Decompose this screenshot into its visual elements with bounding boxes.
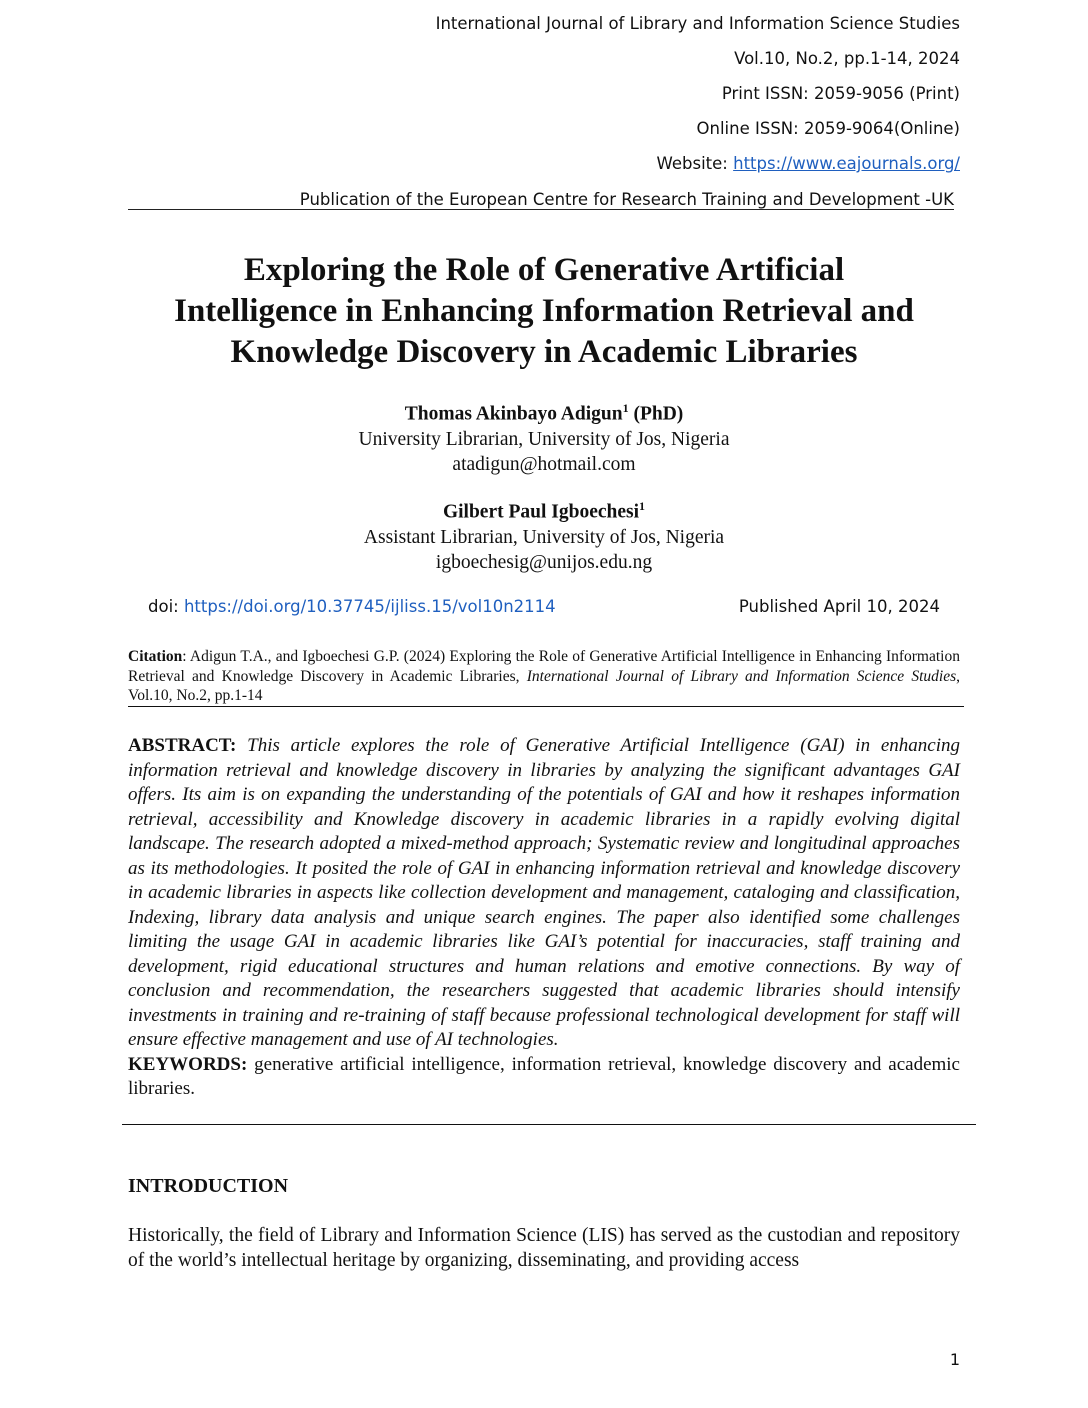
citation-journal: International Journal of Library and Information Science Studies bbox=[526, 667, 957, 685]
title-line: Exploring the Role of Generative Artificial bbox=[243, 252, 845, 288]
volume-info: Vol.10, No.2, pp.1-14, 2024 bbox=[734, 49, 960, 68]
citation bbox=[128, 647, 960, 706]
author-affiliation-marker: 1 bbox=[622, 401, 629, 415]
abstract-label: ABSTRACT: bbox=[128, 735, 237, 756]
keywords-text: generative artificial intelligence, information retrieval, knowledge discovery and academic libraries. bbox=[128, 1053, 960, 1099]
doi-link[interactable]: https://doi.org/10.37745/ijliss.15/vol10n2114 bbox=[183, 597, 556, 616]
abstract-rule bbox=[122, 1124, 976, 1125]
citation-label: Citation bbox=[128, 648, 183, 665]
keywords-paragraph bbox=[128, 1053, 960, 1102]
website-label: Website: bbox=[656, 154, 734, 173]
author-affiliation: Assistant Librarian, University of Jos, Nigeria bbox=[363, 526, 725, 548]
doi-label: doi: bbox=[148, 597, 184, 616]
author-affiliation-marker: 1 bbox=[639, 499, 646, 513]
author-email: igboechesig@unijos.edu.ng bbox=[435, 551, 653, 573]
author-degree: (PhD) bbox=[628, 403, 684, 425]
website-line bbox=[657, 154, 960, 173]
paper-title bbox=[0, 250, 1088, 373]
abstract bbox=[128, 734, 960, 1102]
author-name: Thomas Akinbayo Adigun bbox=[404, 403, 623, 425]
doi-line bbox=[148, 597, 556, 616]
author-block bbox=[0, 396, 1088, 477]
abstract-paragraph bbox=[128, 734, 960, 1053]
author-block bbox=[0, 494, 1088, 575]
introduction-heading: INTRODUCTION bbox=[128, 1175, 289, 1197]
print-issn: Print ISSN: 2059-9056 (Print) bbox=[721, 84, 960, 103]
author-affiliation: University Librarian, University of Jos, Nigeria bbox=[358, 428, 730, 450]
page-number: 1 bbox=[949, 1350, 960, 1369]
citation-rule bbox=[128, 706, 964, 707]
citation-text: : Adigun T.A., and Igboechesi G.P. (2024) Exploring the Role of Generative Artificial Intelligence in Enhancing Information Retrieval and Knowledge Discovery in Academic Libraries, bbox=[128, 648, 960, 685]
author-name-line bbox=[0, 396, 1088, 427]
abstract-text: This article explores the role of Generative Artificial Intelligence (GAI) in enhancing information retrieval and knowledge discovery in libraries by analyzing the significant advantages GAI offers. Its aim is on expanding the understanding of the potentials of GAI and how it reshapes information retrieval, accessibility and Knowledge discovery in academic libraries in a rapidly evolving digital landscape. The research adopted a mixed-method approach; Systematic review and longitudinal approaches as its methodologies. It posited the role of GAI in enhancing information retrieval and knowledge discovery in academic libraries in aspects like collection development and management, cataloging and classification, Indexing, library data analysis and unique search engines. The paper also identified some challenges limiting the usage GAI in academic libraries like GAI’s potential for inaccuracies, staff training and development, rigid educational structures and human relations and emotive connections. By way of conclusion and recommendation, the researchers suggested that academic libraries should intensify investments in training and re-training of staff because professional technological development for staff will ensure effective management and use of AI technologies. bbox=[128, 735, 960, 1050]
journal-name: International Journal of Library and Information Science Studies bbox=[435, 14, 960, 33]
website-link[interactable]: https://www.eajournals.org/ bbox=[733, 154, 960, 173]
author-email: atadigun@hotmail.com bbox=[452, 453, 636, 475]
citation-volume: , Vol.10, No.2, pp.1-14 bbox=[128, 667, 960, 704]
author-name: Gilbert Paul Igboechesi bbox=[442, 501, 640, 523]
title-line: Intelligence in Enhancing Information Retrieval and bbox=[174, 293, 914, 329]
author-name-line bbox=[0, 494, 1088, 525]
header-rule bbox=[128, 209, 954, 210]
published-date: Published April 10, 2024 bbox=[738, 597, 940, 616]
online-issn: Online ISSN: 2059-9064(Online) bbox=[696, 119, 960, 138]
keywords-label: KEYWORDS: bbox=[128, 1053, 248, 1075]
publisher-line: Publication of the European Centre for Research Training and Development -UK bbox=[296, 190, 954, 209]
title-line: Knowledge Discovery in Academic Libraries bbox=[230, 334, 858, 370]
introduction-text: Historically, the field of Library and Information Science (LIS) has served as the custodian and repository of the world’s intellectual heritage by organizing, disseminating, and providing access bbox=[128, 1225, 960, 1271]
